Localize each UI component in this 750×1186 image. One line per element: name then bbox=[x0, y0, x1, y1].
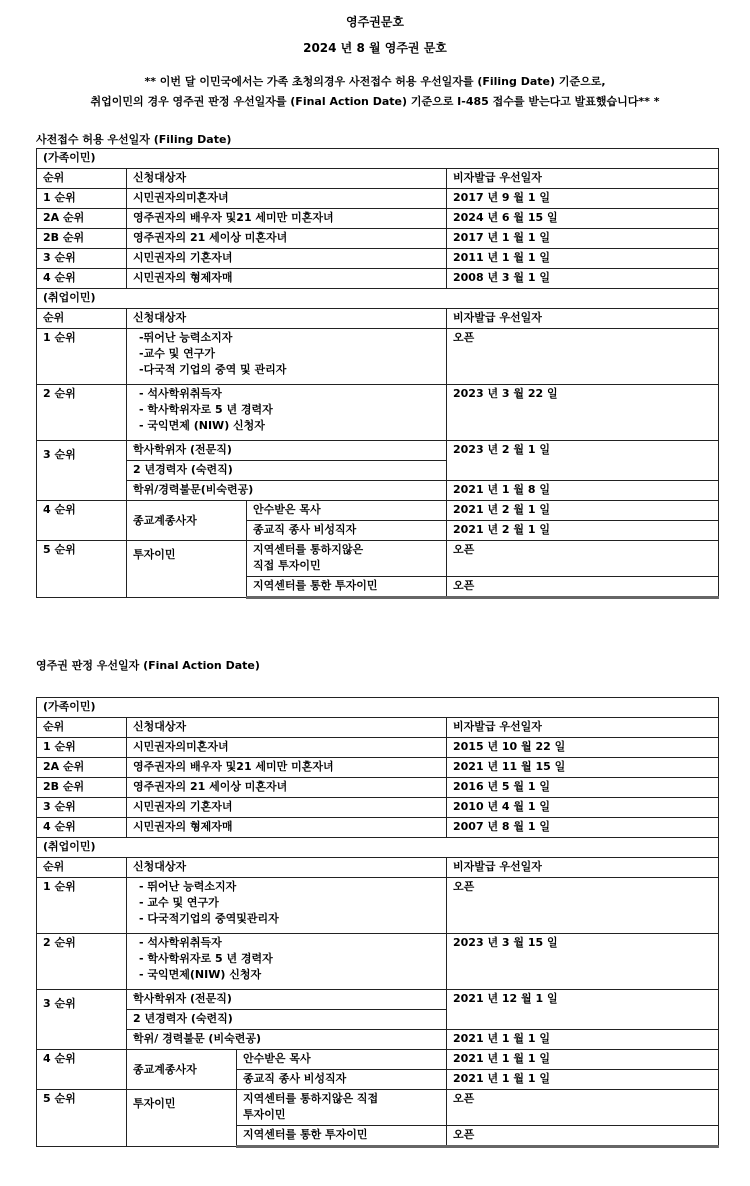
date-cell: 2008 년 3 월 1 일 bbox=[447, 269, 719, 289]
target-cell: 2 년경력자 (숙련직) bbox=[127, 1010, 447, 1030]
date-cell: 2021 년 1 월 1 일 bbox=[447, 1050, 719, 1070]
target-line: 지역센터를 통하지않은 bbox=[253, 543, 364, 556]
target-line: - 학사학위자로 5 년 경력자 bbox=[139, 952, 273, 965]
target-cell: 영주권자의 배우자 및21 세미만 미혼자녀 bbox=[127, 758, 447, 778]
target-cell bbox=[237, 1090, 447, 1126]
table-row bbox=[37, 209, 719, 229]
rank-cell: 1 순위 bbox=[37, 738, 127, 758]
target-cell: 학사학위자 (전문직) bbox=[127, 441, 447, 461]
rank-cell: 1 순위 bbox=[37, 878, 127, 934]
target-cell: 영주권자의 21 세이상 미혼자녀 bbox=[127, 778, 447, 798]
col-rank: 순위 bbox=[37, 858, 127, 878]
target-cell bbox=[127, 329, 447, 385]
target-cell: 시민권자의미혼자녀 bbox=[127, 738, 447, 758]
filing-section-title: 사전접수 허용 우선일자 (Filing Date) bbox=[36, 133, 232, 146]
target-line: -뛰어난 능력소지자 bbox=[139, 331, 233, 344]
target-line: - 뛰어난 능력소지자 bbox=[139, 880, 237, 893]
table-header-row bbox=[37, 858, 719, 878]
date-cell: 2021 년 1 월 1 일 bbox=[447, 1030, 719, 1050]
rank-cell: 4 순위 bbox=[37, 501, 127, 541]
category-cell: 투자이민 bbox=[127, 1090, 237, 1147]
target-cell: 지역센터를 통한 투자이민 bbox=[237, 1126, 447, 1147]
col-date: 비자발급 우선일자 bbox=[447, 169, 719, 189]
rank-cell: 2 순위 bbox=[37, 385, 127, 441]
rank-cell: 4 순위 bbox=[37, 818, 127, 838]
date-cell: 오픈 bbox=[447, 329, 719, 385]
category-cell: 종교계종사자 bbox=[127, 1050, 237, 1090]
col-date: 비자발급 우선일자 bbox=[447, 858, 719, 878]
date-cell: 오픈 bbox=[447, 541, 719, 577]
target-line: -교수 및 연구가 bbox=[139, 347, 215, 360]
date-cell: 오픈 bbox=[447, 1126, 719, 1147]
date-cell: 2021 년 2 월 1 일 bbox=[447, 521, 719, 541]
target-cell: 종교직 종사 비성직자 bbox=[247, 521, 447, 541]
filing-table bbox=[36, 148, 719, 599]
col-target: 신청대상자 bbox=[127, 169, 447, 189]
target-cell bbox=[127, 934, 447, 990]
date-cell: 2024 년 6 월 15 일 bbox=[447, 209, 719, 229]
page-title: 영주권문호 bbox=[346, 15, 404, 29]
rank-cell: 4 순위 bbox=[37, 1050, 127, 1090]
target-line: - 석사학위취득자 bbox=[139, 936, 222, 949]
rank-cell: 2A 순위 bbox=[37, 758, 127, 778]
col-rank: 순위 bbox=[37, 309, 127, 329]
date-cell: 오픈 bbox=[447, 1090, 719, 1126]
table-row bbox=[37, 778, 719, 798]
family-section-row bbox=[37, 149, 719, 169]
table-row bbox=[37, 798, 719, 818]
category-cell: 투자이민 bbox=[127, 541, 247, 598]
table-row bbox=[37, 329, 719, 385]
rank-cell: 5 순위 bbox=[37, 1090, 127, 1147]
target-cell bbox=[127, 878, 447, 934]
col-rank: 순위 bbox=[37, 169, 127, 189]
target-cell: 시민권자의미혼자녀 bbox=[127, 189, 447, 209]
target-line: - 다국적기업의 중역및관리자 bbox=[139, 912, 279, 925]
col-target: 신청대상자 bbox=[127, 858, 447, 878]
page-subtitle: 2024 년 8 월 영주권 문호 bbox=[303, 41, 447, 55]
target-cell: 영주권자의 배우자 및21 세미만 미혼자녀 bbox=[127, 209, 447, 229]
rank-cell: 2B 순위 bbox=[37, 778, 127, 798]
target-cell: 지역센터를 통한 투자이민 bbox=[247, 577, 447, 598]
col-date: 비자발급 우선일자 bbox=[447, 718, 719, 738]
target-line: - 석사학위취득자 bbox=[139, 387, 222, 400]
target-cell: 종교직 종사 비성직자 bbox=[237, 1070, 447, 1090]
date-cell: 2021 년 1 월 8 일 bbox=[447, 481, 719, 501]
table-row bbox=[37, 1090, 719, 1126]
final-table bbox=[36, 697, 719, 1148]
table-row bbox=[37, 269, 719, 289]
date-cell: 2023 년 3 월 15 일 bbox=[447, 934, 719, 990]
table-row bbox=[37, 541, 719, 577]
rank-cell: 1 순위 bbox=[37, 189, 127, 209]
employment-section-row bbox=[37, 289, 719, 309]
table-row bbox=[37, 1030, 719, 1050]
table-row bbox=[37, 249, 719, 269]
rank-cell: 4 순위 bbox=[37, 269, 127, 289]
target-cell: 시민권자의 기혼자녀 bbox=[127, 798, 447, 818]
date-cell: 2021 년 2 월 1 일 bbox=[447, 501, 719, 521]
rank-cell: 3 순위 bbox=[37, 990, 127, 1050]
date-cell: 2011 년 1 월 1 일 bbox=[447, 249, 719, 269]
target-cell bbox=[127, 385, 447, 441]
employment-label: (취업이민) bbox=[37, 838, 719, 858]
target-cell bbox=[247, 541, 447, 577]
date-cell: 2023 년 3 월 22 일 bbox=[447, 385, 719, 441]
rank-cell: 3 순위 bbox=[37, 798, 127, 818]
target-cell: 시민권자의 형제자매 bbox=[127, 818, 447, 838]
target-cell: 학사학위자 (전문직) bbox=[127, 990, 447, 1010]
table-row bbox=[37, 501, 719, 521]
target-cell: 시민권자의 형제자매 bbox=[127, 269, 447, 289]
table-row bbox=[37, 481, 719, 501]
target-line: 지역센터를 통하지않은 직접 bbox=[243, 1092, 379, 1105]
table-row bbox=[37, 385, 719, 441]
date-cell: 2015 년 10 월 22 일 bbox=[447, 738, 719, 758]
target-cell: 학위/경력불문(비숙련공) bbox=[127, 481, 447, 501]
target-cell: 시민권자의 기혼자녀 bbox=[127, 249, 447, 269]
table-header-row bbox=[37, 169, 719, 189]
rank-cell: 2A 순위 bbox=[37, 209, 127, 229]
table-row bbox=[37, 229, 719, 249]
rank-cell: 2B 순위 bbox=[37, 229, 127, 249]
table-row bbox=[37, 189, 719, 209]
target-line: - 학사학위자로 5 년 경력자 bbox=[139, 403, 273, 416]
final-section-title: 영주권 판정 우선일자 (Final Action Date) bbox=[36, 659, 260, 672]
rank-cell: 3 순위 bbox=[37, 441, 127, 501]
family-label: (가족이민) bbox=[37, 698, 719, 718]
col-target: 신청대상자 bbox=[127, 309, 447, 329]
date-cell: 2017 년 1 월 1 일 bbox=[447, 229, 719, 249]
table-row bbox=[37, 758, 719, 778]
target-line: 투자이민 bbox=[243, 1108, 286, 1121]
table-header-row bbox=[37, 309, 719, 329]
target-cell: 안수받은 목사 bbox=[237, 1050, 447, 1070]
table-row bbox=[37, 1050, 719, 1070]
date-cell: 2021 년 11 월 15 일 bbox=[447, 758, 719, 778]
date-cell: 2010 년 4 월 1 일 bbox=[447, 798, 719, 818]
rank-cell: 5 순위 bbox=[37, 541, 127, 598]
target-cell: 2 년경력자 (숙련직) bbox=[127, 461, 447, 481]
date-cell: 2021 년 1 월 1 일 bbox=[447, 1070, 719, 1090]
target-line: 직접 투자이민 bbox=[253, 559, 321, 572]
target-cell: 학위/ 경력불문 (비숙련공) bbox=[127, 1030, 447, 1050]
date-cell: 2016 년 5 월 1 일 bbox=[447, 778, 719, 798]
date-cell: 2023 년 2 월 1 일 bbox=[447, 441, 719, 481]
table-row bbox=[37, 818, 719, 838]
date-cell: 2017 년 9 월 1 일 bbox=[447, 189, 719, 209]
employment-section-row bbox=[37, 838, 719, 858]
notice-line-1: ** 이번 달 이민국에서는 가족 초청의경우 사전접수 허용 우선일자를 (Filing Date) 기준으로, bbox=[144, 75, 606, 88]
target-line: - 교수 및 연구가 bbox=[139, 896, 219, 909]
table-row bbox=[37, 990, 719, 1010]
notice-line-2: 취업이민의 경우 영주권 판정 우선일자를 (Final Action Date) 기준으로 I-485 접수를 받는다고 발표했습니다** * bbox=[90, 95, 660, 108]
table-row bbox=[37, 441, 719, 461]
category-cell: 종교계종사자 bbox=[127, 501, 247, 541]
target-line: -다국적 기업의 중역 및 관리자 bbox=[139, 363, 287, 376]
col-target: 신청대상자 bbox=[127, 718, 447, 738]
rank-cell: 2 순위 bbox=[37, 934, 127, 990]
table-header-row bbox=[37, 718, 719, 738]
rank-cell: 1 순위 bbox=[37, 329, 127, 385]
col-date: 비자발급 우선일자 bbox=[447, 309, 719, 329]
family-section-row bbox=[37, 698, 719, 718]
family-label: (가족이민) bbox=[37, 149, 719, 169]
date-cell: 오픈 bbox=[447, 878, 719, 934]
target-line: - 국익면제 (NIW) 신청자 bbox=[139, 419, 265, 432]
date-cell: 오픈 bbox=[447, 577, 719, 598]
table-row bbox=[37, 738, 719, 758]
target-line: - 국익면제(NIW) 신청자 bbox=[139, 968, 262, 981]
rank-cell: 3 순위 bbox=[37, 249, 127, 269]
date-cell: 2021 년 12 월 1 일 bbox=[447, 990, 719, 1030]
date-cell: 2007 년 8 월 1 일 bbox=[447, 818, 719, 838]
table-row bbox=[37, 934, 719, 990]
employment-label: (취업이민) bbox=[37, 289, 719, 309]
target-cell: 안수받은 목사 bbox=[247, 501, 447, 521]
col-rank: 순위 bbox=[37, 718, 127, 738]
table-row bbox=[37, 878, 719, 934]
target-cell: 영주권자의 21 세이상 미혼자녀 bbox=[127, 229, 447, 249]
